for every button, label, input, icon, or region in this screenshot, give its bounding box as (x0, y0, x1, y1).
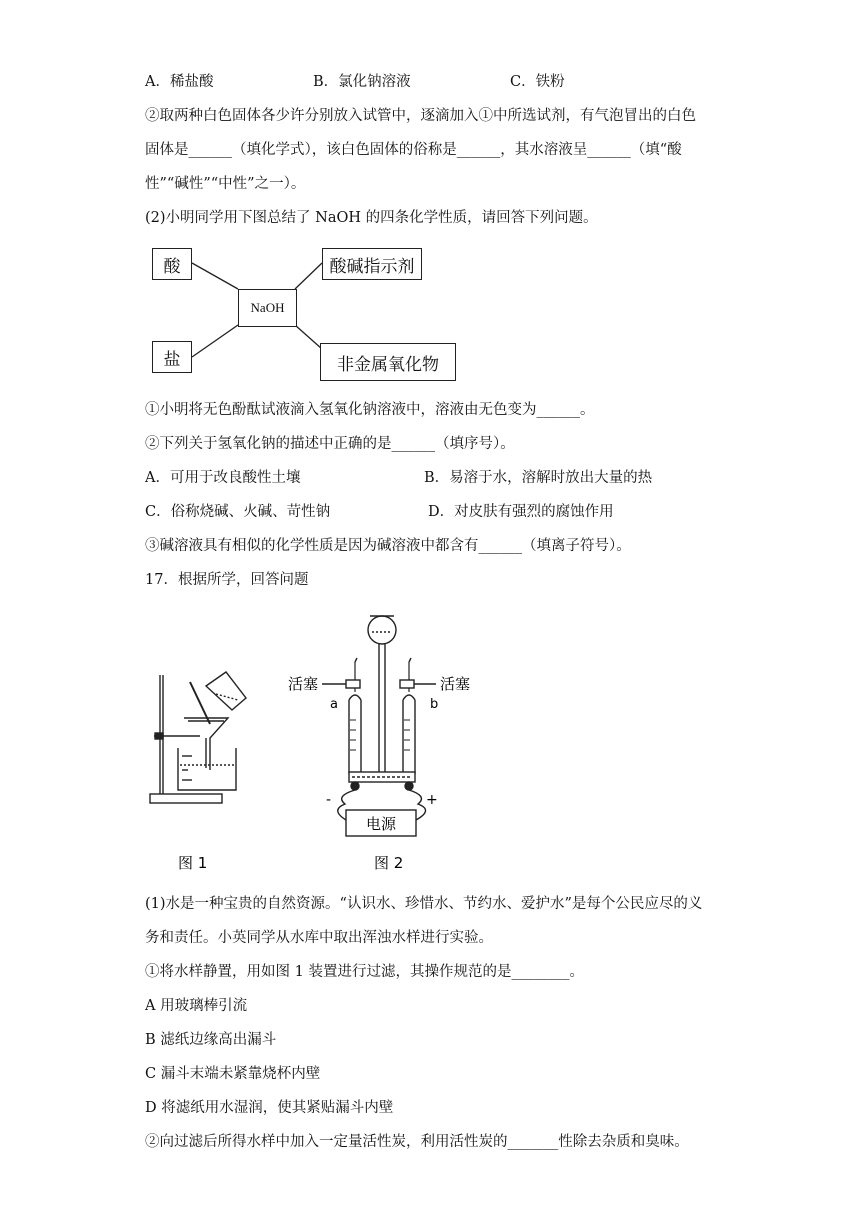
node-nonmetal-oxide: 非金属氧化物 (320, 343, 456, 381)
node-naoh: NaOH (238, 289, 297, 327)
choice-a: A．稀盐酸 (145, 74, 214, 90)
filter-option: A 用玻璃棒引流 (145, 998, 248, 1014)
q2-line1: ②取两种白色固体各少许分别放入试管中，逐滴加入①中所选试剂，有气泡冒出的白色 (145, 108, 696, 124)
fig2-caption: 图 2 (374, 854, 404, 872)
filter-option: B 滤纸边缘高出漏斗 (145, 1032, 277, 1048)
filter-option: C 漏斗末端未紧靠烧杯内壁 (145, 1066, 321, 1082)
cathode-label: - (326, 792, 332, 808)
q17-title: 17．根据所学，回答问题 (145, 572, 309, 588)
choice-b: B．氯化钠溶液 (313, 74, 411, 90)
node-salt: 盐 (152, 341, 192, 373)
q2-line3: 性”“碱性”“中性”之一）。 (145, 176, 306, 192)
q2-line2: 固体是______（填化学式），该白色固体的俗称是______，其水溶液呈______（填“酸 (145, 142, 682, 158)
tube-b-label: b (430, 697, 439, 712)
filtration-apparatus-figure (150, 672, 246, 803)
anode-label: + (426, 792, 438, 808)
stopcock-left-label: 活塞 (288, 675, 319, 693)
p1-sub1: ①将水样静置，用如图 1 装置进行过滤，其操作规范的是________。 (145, 964, 584, 980)
choice2-d: D．对皮肤有强烈的腐蚀作用 (428, 504, 614, 520)
node-acid: 酸 (152, 248, 192, 280)
tube-a-label: a (330, 697, 338, 712)
p1-line1: (1)水是一种宝贵的自然资源。“认识水、珍惜水、节约水、爱护水”是每个公民应尽的义 (145, 896, 703, 912)
naoh-diagram (150, 245, 460, 383)
electrolysis-apparatus-figure (322, 616, 439, 836)
p1-sub2: ②向过滤后所得水样中加入一定量活性炭，利用活性炭的_______性除去杂质和臭味。 (145, 1134, 689, 1150)
apparatus-figures (0, 600, 860, 880)
filter-option: D 将滤纸用水湿润，使其紧贴漏斗内壁 (145, 1100, 394, 1116)
sub2: ②下列关于氢氧化钠的描述中正确的是______（填序号）。 (145, 436, 515, 452)
node-indicator: 酸碱指示剂 (322, 248, 422, 280)
choice2-b: B．易溶于水，溶解时放出大量的热 (424, 470, 653, 486)
stopcock-right-label: 活塞 (440, 675, 471, 693)
choice2-c: C．俗称烧碱、火碱、苛性钠 (145, 504, 331, 520)
choice-c: C．铁粉 (510, 74, 565, 90)
fig1-caption: 图 1 (178, 854, 208, 872)
sub1: ①小明将无色酚酞试液滴入氢氧化钠溶液中，溶液由无色变为______。 (145, 402, 595, 418)
p1-line2: 务和责任。小英同学从水库中取出浑浊水样进行实验。 (145, 930, 493, 946)
power-source-label: 电源 (366, 815, 397, 833)
sub3: ③碱溶液具有相似的化学性质是因为碱溶液中都含有______（填离子符号）。 (145, 538, 631, 554)
choice2-a: A．可用于改良酸性土壤 (145, 470, 301, 486)
part2-intro: (2)小明同学用下图总结了 NaOH 的四条化学性质，请回答下列问题。 (145, 210, 598, 226)
